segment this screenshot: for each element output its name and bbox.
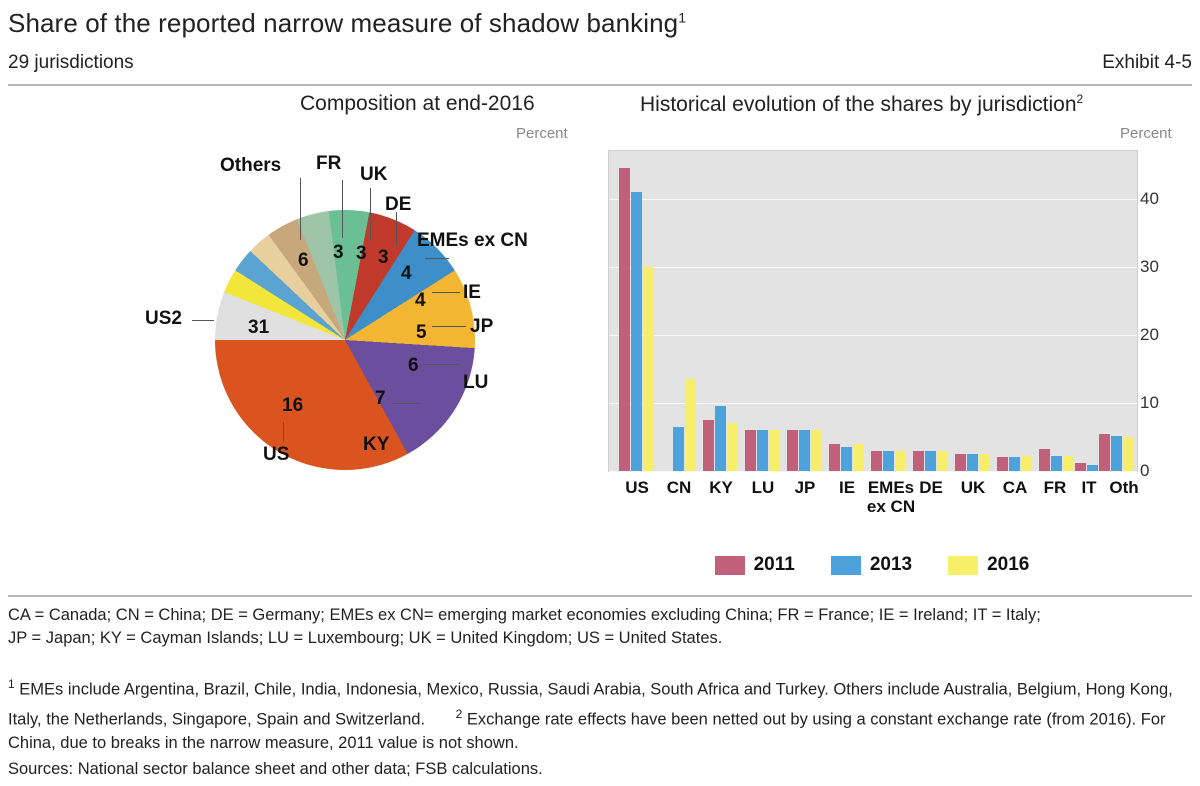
pie-value-uk: 3 [356, 243, 367, 264]
legend-swatch-2013-icon [831, 556, 861, 575]
x-label-fr: FR [1043, 478, 1067, 497]
x-label-lu: LU [751, 478, 775, 497]
bar-de-2011 [913, 451, 924, 471]
bar-group-ie [829, 444, 864, 471]
bar-jp-2013 [799, 430, 810, 471]
bar-jp-2016 [811, 430, 822, 471]
legend-label-2016: 2016 [987, 554, 1030, 575]
pie-value-emes: 4 [401, 263, 412, 284]
leader-lu [423, 364, 459, 365]
leader-fr [342, 180, 343, 238]
page-title-text: Share of the reported narrow measure of shadow banking [8, 8, 679, 38]
x-label-uk: UK [960, 478, 986, 497]
leader-ie [432, 292, 460, 293]
x-label-us: US [625, 478, 649, 497]
gridline-0 [609, 471, 1137, 472]
pie-panel-title: Composition at end-2016 [300, 92, 535, 115]
bar-panel-footnote-marker: 2 [1076, 92, 1084, 106]
bar-fr-2011 [1039, 449, 1050, 471]
leader-uk [370, 188, 371, 240]
x-label-de: DE [919, 478, 943, 497]
bar-group-emes-ex-cn [871, 451, 906, 471]
bar-lu-2016 [769, 430, 780, 471]
y-tick-40: 40 [1140, 189, 1159, 208]
pie-label-us: US2 [145, 308, 182, 329]
sources-line: Sources: National sector balance sheet and other data; FSB calculations. [8, 760, 543, 778]
pie-label-ie: IE [463, 282, 481, 303]
bar-it-2013 [1087, 465, 1098, 471]
pie-value-de: 3 [378, 247, 389, 268]
bar-group-ky [703, 406, 738, 471]
y-tick-20: 20 [1140, 325, 1159, 344]
bar-oth-2016 [1123, 437, 1134, 471]
bar-panel-title-text: Historical evolution of the shares by jurisdiction [640, 93, 1077, 116]
bar-group-de [913, 451, 948, 471]
bar-group-fr [1039, 449, 1074, 471]
bar-lu-2011 [745, 430, 756, 471]
x-label-cn: CN [666, 478, 692, 497]
leader-cn [283, 422, 284, 442]
bar-uk-2013 [967, 454, 978, 471]
bar-fr-2013 [1051, 456, 1062, 471]
pie-label-lu: LU [463, 372, 489, 393]
bar-emes-2013 [883, 451, 894, 471]
bar-de-2016 [937, 451, 948, 471]
bar-us-2016 [643, 267, 654, 471]
bar-us-2013 [631, 192, 642, 471]
bar-emes-2011 [871, 451, 882, 471]
bar-us-2011 [619, 168, 630, 471]
x-label-jp: JP [794, 478, 816, 497]
x-label-it: IT [1081, 478, 1097, 497]
jurisdictions-count: 29 jurisdictions [8, 52, 134, 73]
bar-chart-plot-area [608, 150, 1138, 472]
note-1-marker: 1 [8, 677, 15, 691]
legend-label-2013: 2013 [869, 554, 913, 575]
bar-ky-2011 [703, 420, 714, 471]
bar-lu-2013 [757, 430, 768, 471]
pie-label-ky: KY [363, 434, 390, 455]
abbreviations [8, 604, 1192, 650]
bar-group-cn [661, 379, 696, 471]
pie-label-fr: FR [316, 153, 342, 174]
bar-group-uk [955, 454, 990, 471]
bar-de-2013 [925, 451, 936, 471]
legend-item-2011[interactable] [715, 554, 795, 576]
pie-value-jp: 5 [416, 322, 427, 343]
chart-legend [608, 550, 1136, 580]
legend-item-2013[interactable] [831, 554, 912, 576]
legend-swatch-2016-icon [948, 556, 978, 575]
bar-panel-title [640, 92, 1083, 117]
bar-uk-2011 [955, 454, 966, 471]
pie-value-ie: 4 [415, 290, 426, 311]
x-label-emes-ex-cn: EMEs ex CN [866, 478, 916, 516]
pie-label-cn: US [263, 444, 290, 465]
bar-panel-unit: Percent [1120, 125, 1172, 142]
leader-emes [425, 258, 449, 259]
bar-ie-2011 [829, 444, 840, 471]
legend-swatch-2011-icon [715, 556, 745, 575]
leader-us [192, 320, 214, 321]
page-title-footnote-marker: 1 [678, 9, 687, 26]
bar-group-us [619, 168, 654, 471]
x-label-ky: KY [709, 478, 733, 497]
notes [8, 672, 1192, 755]
bar-groups [609, 151, 1137, 471]
y-tick-10: 10 [1140, 393, 1159, 412]
x-label-ie: IE [838, 478, 856, 497]
pie-value-us: 31 [248, 317, 270, 338]
leader-others [300, 178, 301, 240]
pie-label-uk: UK [360, 164, 388, 185]
bar-uk-2016 [979, 454, 990, 471]
bar-ie-2013 [841, 447, 852, 471]
y-tick-0: 0 [1140, 461, 1150, 480]
bar-group-jp [787, 430, 822, 471]
bar-ky-2013 [715, 406, 726, 471]
leader-ky [392, 403, 420, 404]
subheader-bar [8, 52, 1192, 86]
pie-value-lu: 6 [408, 355, 419, 376]
bar-cn-2016 [685, 379, 696, 471]
note-2-marker: 2 [455, 706, 463, 721]
x-label-ca: CA [1002, 478, 1028, 497]
bar-emes-2016 [895, 451, 906, 471]
footnote-divider [8, 595, 1192, 597]
abbreviations-line-2: JP = Japan; KY = Cayman Islands; LU = Luxembourg; UK = United Kingdom; US = United States. [8, 629, 723, 647]
x-axis [608, 474, 1139, 522]
pie-value-ky: 7 [375, 388, 386, 409]
legend-item-2016[interactable] [948, 554, 1029, 576]
bar-ca-2016 [1021, 456, 1032, 471]
bar-ie-2016 [853, 444, 864, 471]
pie-label-others: Others [220, 155, 282, 176]
bar-ky-2016 [727, 423, 738, 471]
note-1-text: EMEs include Argentina, Brazil, Chile, India, Indonesia, Mexico, Russia, Saudi Arabia, South Africa and Turkey. Others include Australia, Belgium, Hong Kong, Italy, the Netherlands, Singapore, Spain and Switzerland. [8, 680, 1173, 728]
exhibit-number: Exhibit 4-5 [1102, 52, 1192, 73]
bar-jp-2011 [787, 430, 798, 471]
bar-ca-2013 [1009, 457, 1020, 471]
bar-oth-2013 [1111, 436, 1122, 471]
pie-label-de: DE [385, 194, 412, 215]
pie-panel-unit: Percent [516, 125, 568, 142]
bar-oth-2011 [1099, 434, 1110, 471]
bar-it-2011 [1075, 463, 1086, 471]
pie-chart [120, 150, 590, 540]
note-2-text: Exchange rate effects have been netted out by using a constant exchange rate (from 2016). For China, due to breaks in the narrow measure, 2011 value is not shown. [8, 710, 1166, 752]
abbreviations-line-1: CA = Canada; CN = China; DE = Germany; EMEs ex CN= emerging market economies excluding China; FR = France; IE = Ireland; IT = Italy; [8, 606, 1041, 624]
pie-label-jp: JP [470, 316, 494, 337]
y-axis [1140, 150, 1196, 480]
leader-jp [432, 326, 466, 327]
pie-label-emes: EMEs ex CN [417, 230, 528, 251]
bar-ca-2011 [997, 457, 1008, 471]
y-tick-30: 30 [1140, 257, 1159, 276]
pie-value-cn: 16 [282, 395, 304, 416]
bar-group-lu [745, 430, 780, 471]
pie-value-others: 6 [298, 250, 309, 271]
bar-group-ca [997, 456, 1032, 471]
bar-cn-2013 [673, 427, 684, 471]
x-label-oth: Oth [1109, 478, 1139, 497]
bar-group-oth [1099, 434, 1134, 471]
leader-de [396, 212, 397, 246]
page-title [8, 8, 686, 39]
pie-value-fr: 3 [333, 242, 344, 263]
bar-fr-2016 [1063, 456, 1074, 471]
legend-label-2011: 2011 [753, 554, 795, 575]
